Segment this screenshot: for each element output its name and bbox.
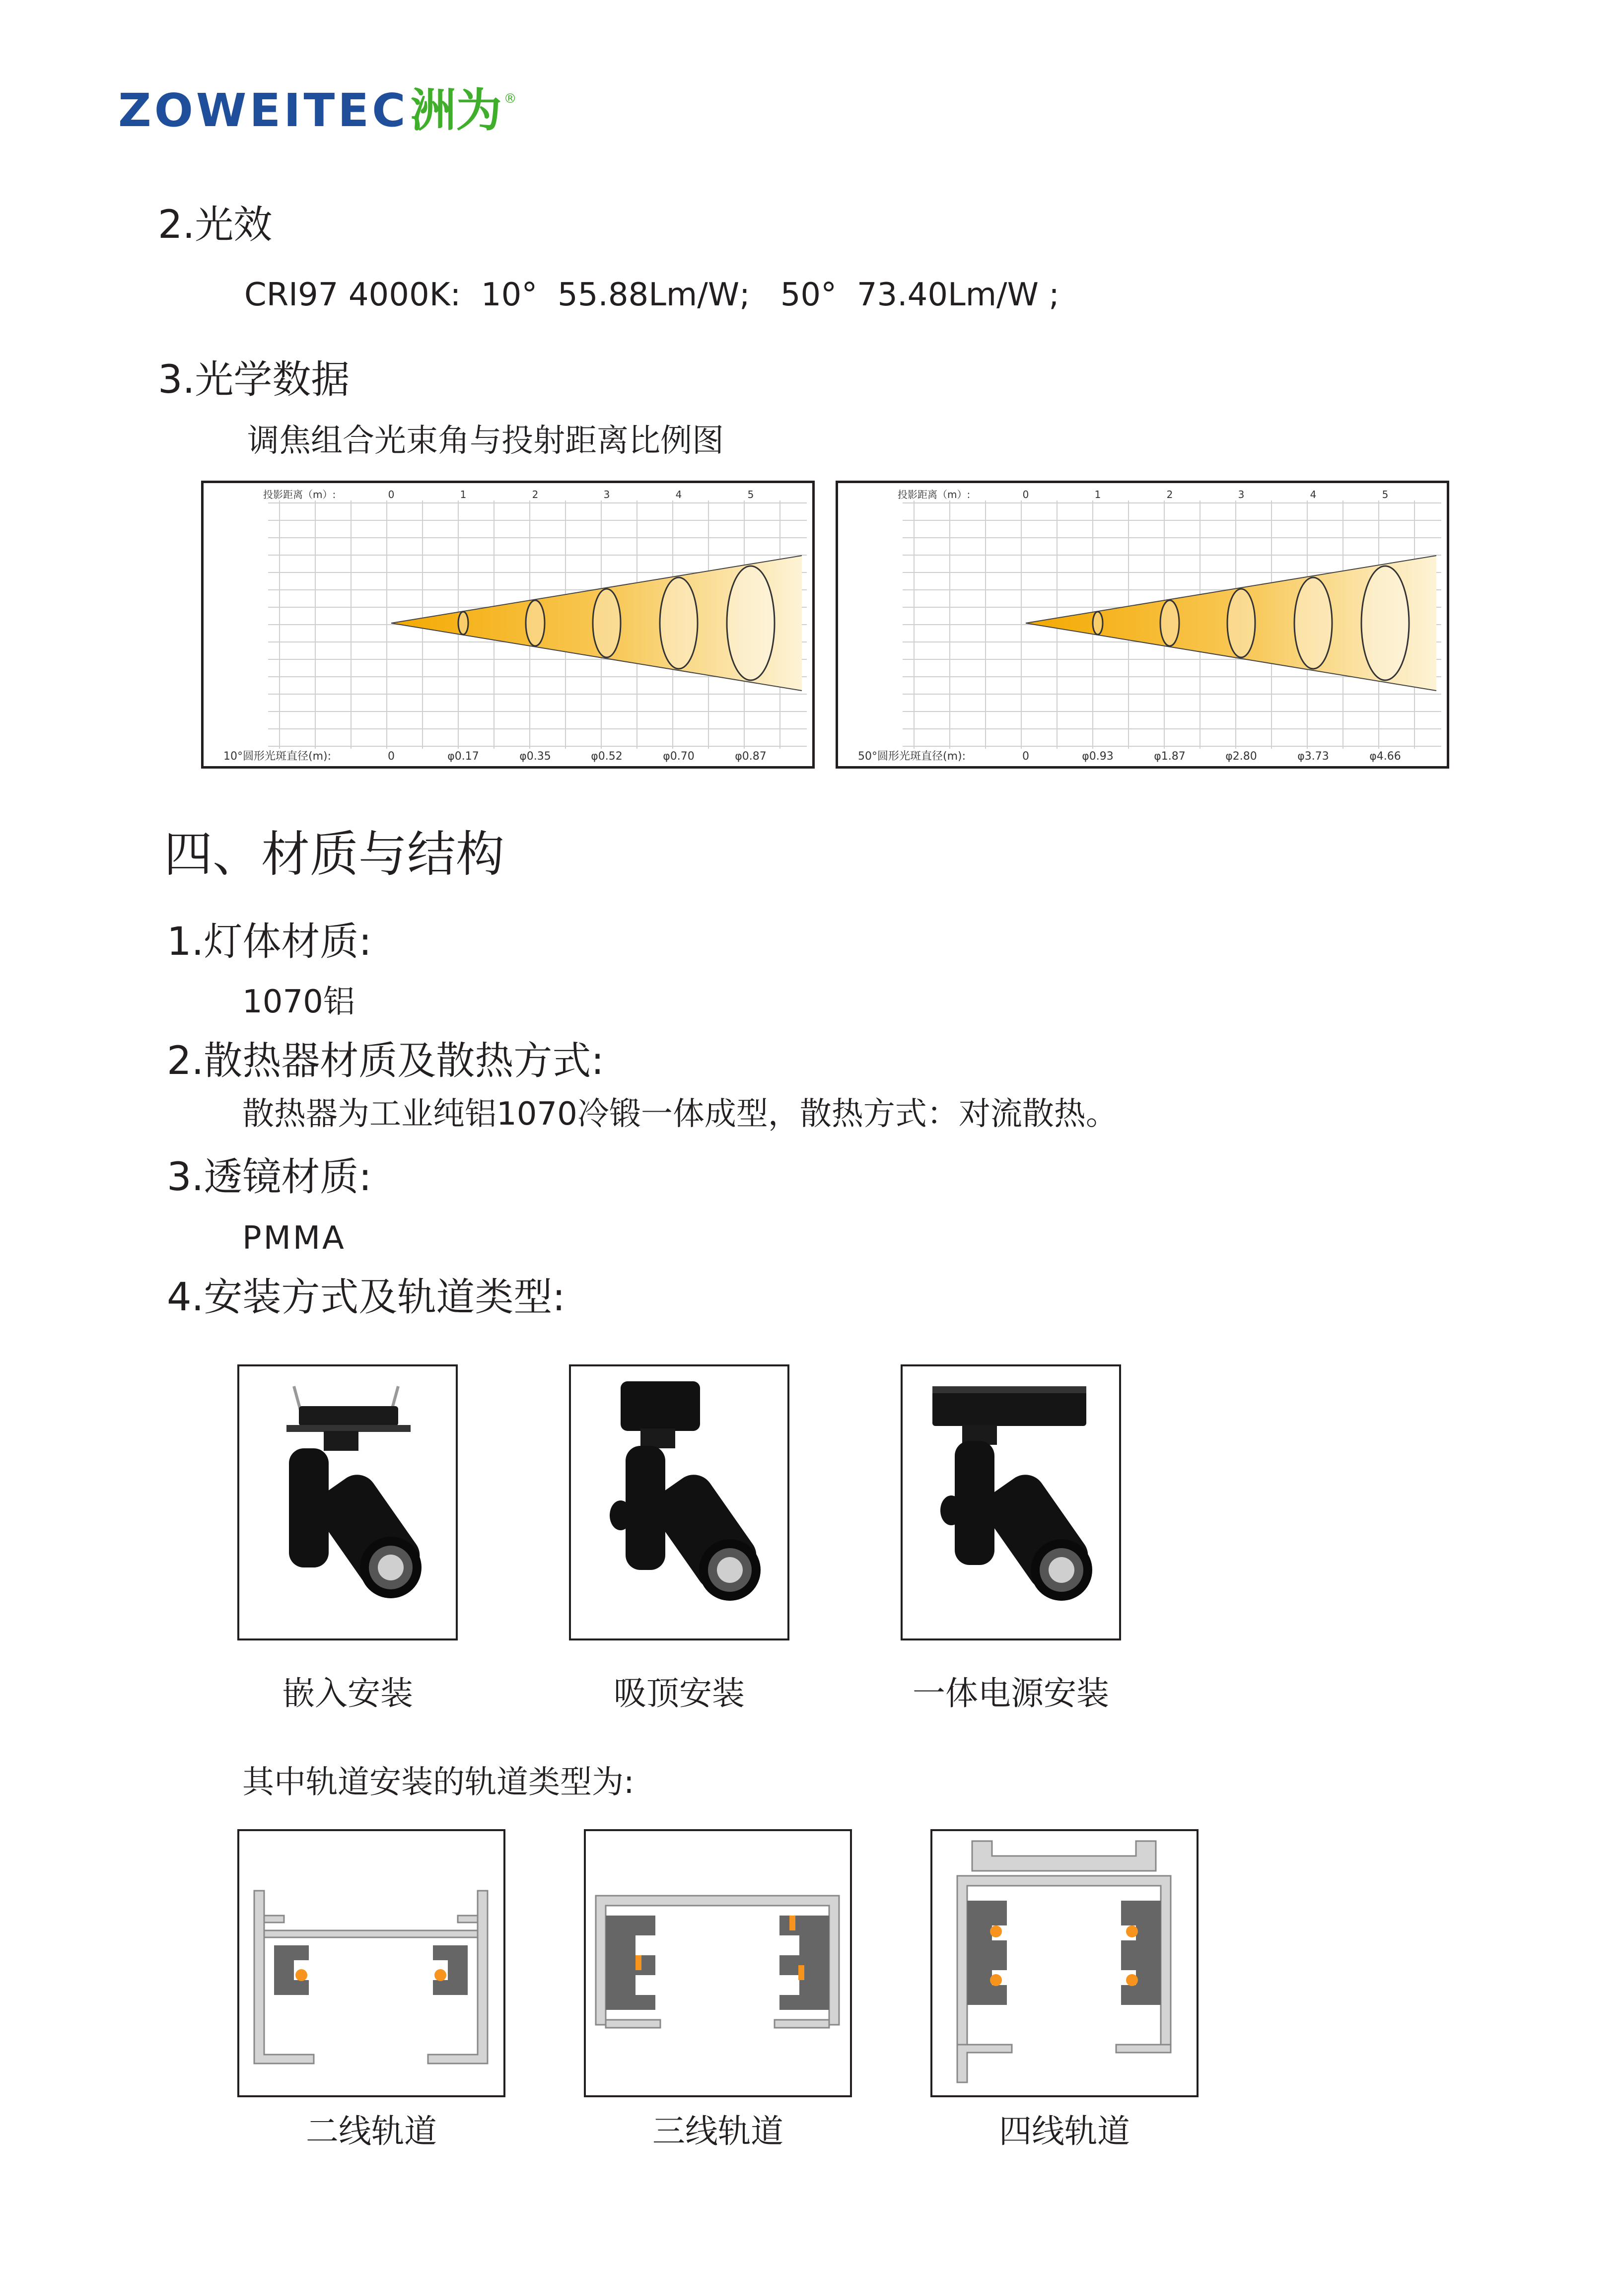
brand-logo	[118, 84, 517, 137]
caption-recessed: 嵌入安装	[282, 1674, 413, 1712]
chart2-dist-2: 2	[1166, 489, 1173, 500]
logo-registered: ®	[503, 91, 517, 106]
caption-3wire: 三线轨道	[652, 2112, 783, 2150]
product-ceiling	[569, 1364, 789, 1640]
chart2-diameter-ticks	[1022, 750, 1401, 763]
chart2-dia-1: φ0.93	[1082, 750, 1114, 763]
efficacy-title: 2.光效	[158, 203, 273, 247]
chart2-dist-3: 3	[1238, 489, 1245, 500]
chart2-dist-4: 4	[1310, 489, 1317, 500]
body-material-text: 1070铝	[242, 984, 355, 1020]
spotlight-ceiling-icon	[571, 1366, 787, 1638]
chart1-dia-3: φ0.52	[591, 750, 623, 763]
caption-integrated: 一体电源安装	[913, 1674, 1109, 1712]
chart2-dist-0: 0	[1022, 489, 1029, 500]
efficacy-text: CRI97 4000K: 10° 55.88Lm/W; 50° 73.40Lm/W ;	[244, 277, 1059, 313]
body-material-title: 1.灯体材质:	[167, 920, 372, 964]
chart1-distance-ticks	[388, 489, 754, 500]
logo-text-cn: 洲为	[410, 83, 502, 137]
chart2-dist-1: 1	[1094, 489, 1101, 500]
optics-subtitle: 调焦组合光束角与投射距离比例图	[247, 423, 724, 459]
track-2wire-icon	[239, 1831, 503, 2095]
caption-2wire: 二线轨道	[306, 2112, 437, 2150]
mounting-title: 4.安装方式及轨道类型:	[167, 1275, 565, 1320]
chart1-bottom-label: 10°圆形光斑直径(m):	[223, 750, 332, 763]
heatsink-title: 2.散热器材质及散热方式:	[167, 1039, 604, 1083]
chart1-dia-5: φ0.87	[735, 750, 767, 763]
track-2wire	[237, 1829, 505, 2097]
chart1-dia-0: 0	[388, 750, 395, 763]
chart2-dia-0: 0	[1022, 750, 1029, 763]
chart1-dia-1: φ0.17	[447, 750, 479, 763]
caption-4wire: 四线轨道	[999, 2112, 1130, 2150]
lens-title: 3.透镜材质:	[167, 1155, 372, 1200]
chart2-top-label: 投影距离（m）:	[898, 489, 971, 500]
chart1-top-label: 投影距离（m）:	[263, 489, 336, 500]
chart1-dia-2: φ0.35	[519, 750, 551, 763]
chart1-dist-5: 5	[747, 489, 754, 500]
logo-text-en: ZOWEITEC	[118, 83, 409, 137]
heatsink-text: 散热器为工业纯铝1070冷锻一体成型，散热方式：对流散热。	[242, 1096, 1118, 1133]
track-intro: 其中轨道安装的轨道类型为:	[242, 1764, 635, 1801]
beam-chart-10deg-svg	[204, 483, 812, 766]
track-4wire-icon	[932, 1831, 1197, 2095]
track-4wire	[930, 1829, 1199, 2097]
chart1-dist-2: 2	[532, 489, 539, 500]
chart2-dia-4: φ3.73	[1297, 750, 1329, 763]
caption-ceiling: 吸顶安装	[614, 1674, 745, 1712]
chart1-dist-4: 4	[675, 489, 682, 500]
chart2-dist-5: 5	[1382, 489, 1389, 500]
track-3wire-icon	[586, 1831, 850, 2095]
chart2-bottom-label: 50°圆形光斑直径(m):	[858, 750, 966, 763]
chart2-distance-ticks	[1023, 489, 1389, 500]
material-section-title: 四、材质与结构	[164, 826, 505, 883]
product-recessed	[237, 1364, 458, 1640]
chart2-dia-2: φ1.87	[1154, 750, 1186, 763]
chart1-dist-0: 0	[388, 489, 395, 500]
chart1-dist-3: 3	[603, 489, 610, 500]
chart2-dia-5: φ4.66	[1369, 750, 1401, 763]
optics-title: 3.光学数据	[158, 357, 350, 402]
chart2-dia-3: φ2.80	[1225, 750, 1257, 763]
product-integrated	[901, 1364, 1121, 1640]
track-3wire	[584, 1829, 852, 2097]
beam-chart-50deg-svg	[838, 483, 1447, 766]
beam-chart-10deg	[201, 481, 815, 769]
chart1-dia-4: φ0.70	[663, 750, 695, 763]
spotlight-integrated-icon	[903, 1366, 1119, 1638]
chart1-diameter-ticks	[388, 750, 767, 763]
lens-text: PMMA	[242, 1220, 346, 1257]
chart1-dist-1: 1	[460, 489, 467, 500]
beam-chart-50deg	[836, 481, 1449, 769]
spotlight-recessed-icon	[239, 1366, 456, 1638]
